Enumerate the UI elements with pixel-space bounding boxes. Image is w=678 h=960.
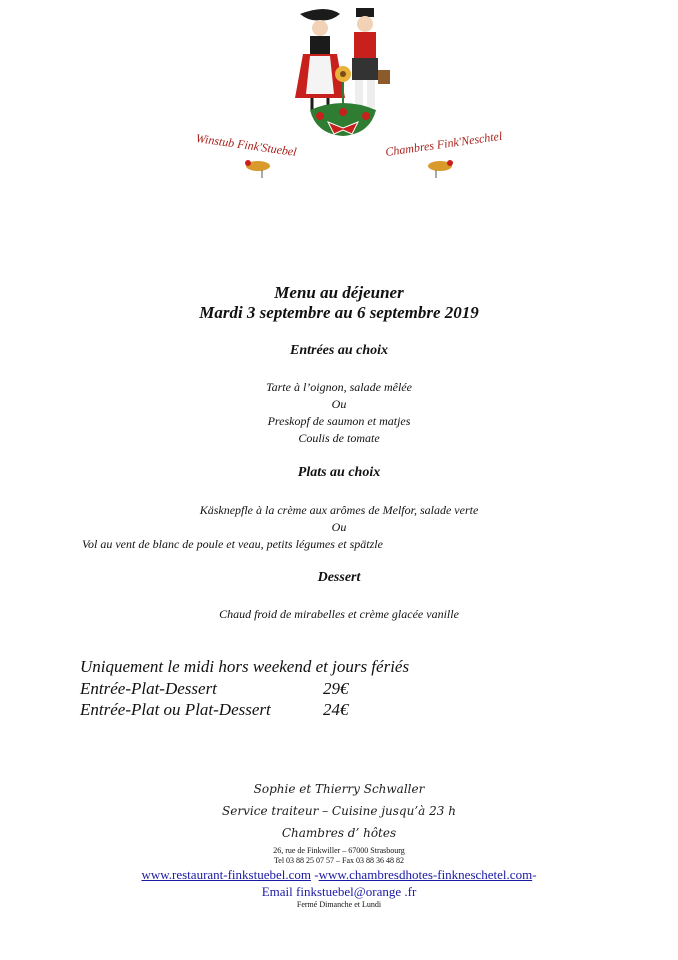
plat-or: Ou bbox=[331, 520, 347, 534]
footer-phone: Tel 03 88 25 07 57 – Fax 03 88 36 48 82 bbox=[273, 856, 405, 865]
price-label-1: Entrée-Plat-Dessert bbox=[80, 679, 217, 698]
banner-left-text: Winstub Fink'Stuebel bbox=[195, 130, 298, 159]
footer-rooms: Chambres d’ hôtes bbox=[281, 826, 397, 840]
footer-owners: Sophie et Thierry Schwaller bbox=[253, 782, 425, 796]
link2-suffix: - bbox=[532, 867, 537, 882]
bird-right-icon bbox=[428, 160, 453, 178]
bird-left-icon bbox=[245, 160, 270, 178]
footer-email bbox=[0, 884, 678, 900]
guesthouse-website-link[interactable]: www.chambresdhotes-finkneschetel.com bbox=[318, 867, 533, 882]
entree-item-1: Tarte à l’oignon, salade mêlée bbox=[266, 380, 412, 394]
footer-address: 26, rue de Finkwiller – 67000 Strasbourg bbox=[273, 846, 405, 855]
price-value-2: 24€ bbox=[323, 700, 349, 719]
restaurant-logo bbox=[0, 0, 678, 190]
footer-links bbox=[0, 867, 678, 883]
price-value-1: 29€ bbox=[323, 679, 349, 698]
email-address[interactable]: finkstuebel@orange .fr bbox=[296, 884, 417, 899]
menu-title: Menu au déjeuner bbox=[274, 283, 404, 302]
pricing-note: Uniquement le midi hors weekend et jours fériés bbox=[80, 657, 410, 676]
entree-item-2-note: Coulis de tomate bbox=[298, 431, 380, 445]
entree-item-2: Preskopf de saumon et matjes bbox=[267, 414, 411, 428]
restaurant-website-link[interactable]: www.restaurant-finkstuebel.com bbox=[141, 867, 311, 882]
footer-service: Service traiteur – Cuisine jusqu’à 23 h bbox=[222, 804, 456, 818]
entree-or: Ou bbox=[331, 397, 347, 411]
price-label-2: Entrée-Plat ou Plat-Dessert bbox=[80, 700, 271, 719]
dessert-item: Chaud froid de mirabelles et crème glacée vanille bbox=[219, 607, 459, 621]
alsatian-man-icon bbox=[352, 8, 390, 108]
menu-dates: Mardi 3 septembre au 6 septembre 2019 bbox=[199, 303, 479, 322]
dessert-heading: Dessert bbox=[317, 570, 361, 585]
link-separator: - bbox=[311, 867, 319, 882]
banner-right-text: Chambres Fink'Neschtel bbox=[384, 128, 504, 159]
plat-item-1: Käsknepfle à la crème aux arômes de Melfor, salade verte bbox=[199, 503, 479, 517]
plat-item-2: Vol au vent de blanc de poule et veau, petits légumes et spätzle bbox=[82, 537, 383, 551]
alsatian-woman-icon bbox=[295, 9, 345, 110]
email-label: Email bbox=[261, 884, 297, 899]
plats-heading: Plats au choix bbox=[297, 465, 381, 480]
footer-closed: Fermé Dimanche et Lundi bbox=[296, 900, 382, 909]
entrees-heading: Entrées au choix bbox=[289, 343, 388, 358]
